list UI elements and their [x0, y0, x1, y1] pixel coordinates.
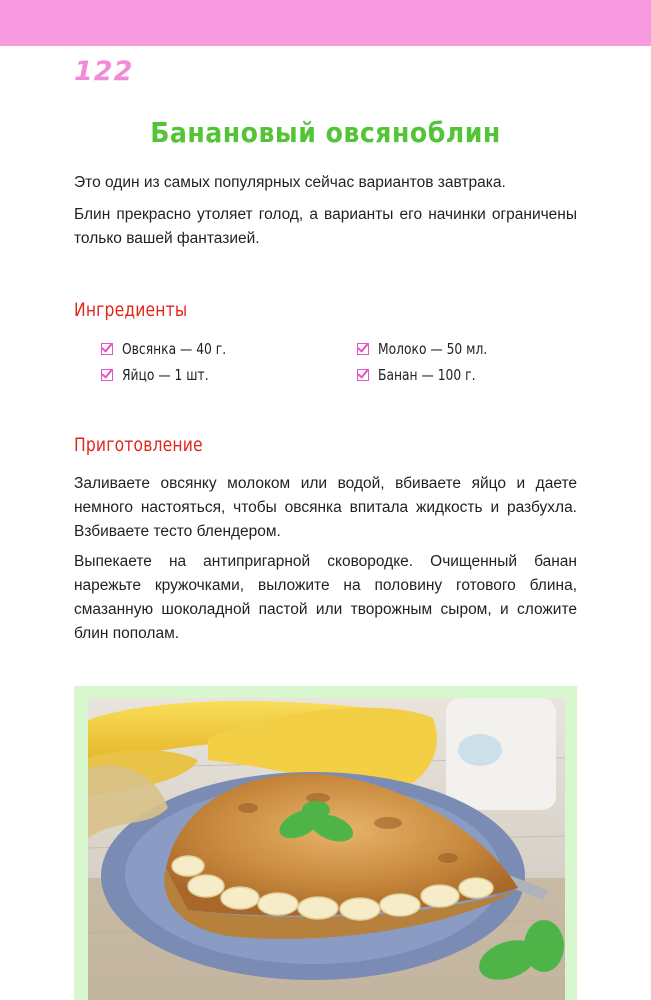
- ingredient-label: Яйцо — 1 шт.: [122, 366, 209, 384]
- preparation-step-1: Заливаете овсянку молоком или водой, вбиваете яйцо и даете немного настояться, чтобы овсянка впитала жидкость и разбухла. Взбиваете тесто блендером.: [74, 475, 577, 540]
- ingredient-label: Банан — 100 г.: [378, 366, 476, 384]
- ingredient-item: [101, 340, 249, 358]
- ingredient-label: Молоко — 50 мл.: [378, 340, 488, 358]
- ingredient-label: Овсянка — 40 г.: [122, 340, 227, 358]
- preparation-heading: Приготовление: [74, 434, 203, 456]
- preparation-step-2: Выпекаете на антипригарной сковородке. Очищенный банан нарежьте кружочками, выложите на половину готового блина, смазанную шоколадной пастой или творожным сыром, и сложите блин пополам.: [74, 553, 577, 642]
- checkbox-checked-icon: [357, 369, 369, 381]
- checkbox-checked-icon: [101, 343, 113, 355]
- ingredient-item: [357, 366, 497, 384]
- pancake-photo-illustration: [88, 698, 565, 1000]
- recipe-photo: [88, 698, 565, 1000]
- recipe-title: Банановый овсяноблин: [150, 116, 501, 149]
- page-number: 122: [74, 56, 134, 87]
- ingredient-item: [101, 366, 228, 384]
- ingredients-heading: Ингредиенты: [74, 299, 188, 321]
- intro-paragraph-1: Это один из самых популярных сейчас вариантов завтрака.: [74, 174, 506, 191]
- checkbox-checked-icon: [101, 369, 113, 381]
- ingredient-item: [357, 340, 511, 358]
- top-color-band: [0, 0, 651, 46]
- intro-paragraph-2: Блин прекрасно утоляет голод, а варианты его начинки ограничены только вашей фантазией.: [74, 206, 577, 247]
- checkbox-checked-icon: [357, 343, 369, 355]
